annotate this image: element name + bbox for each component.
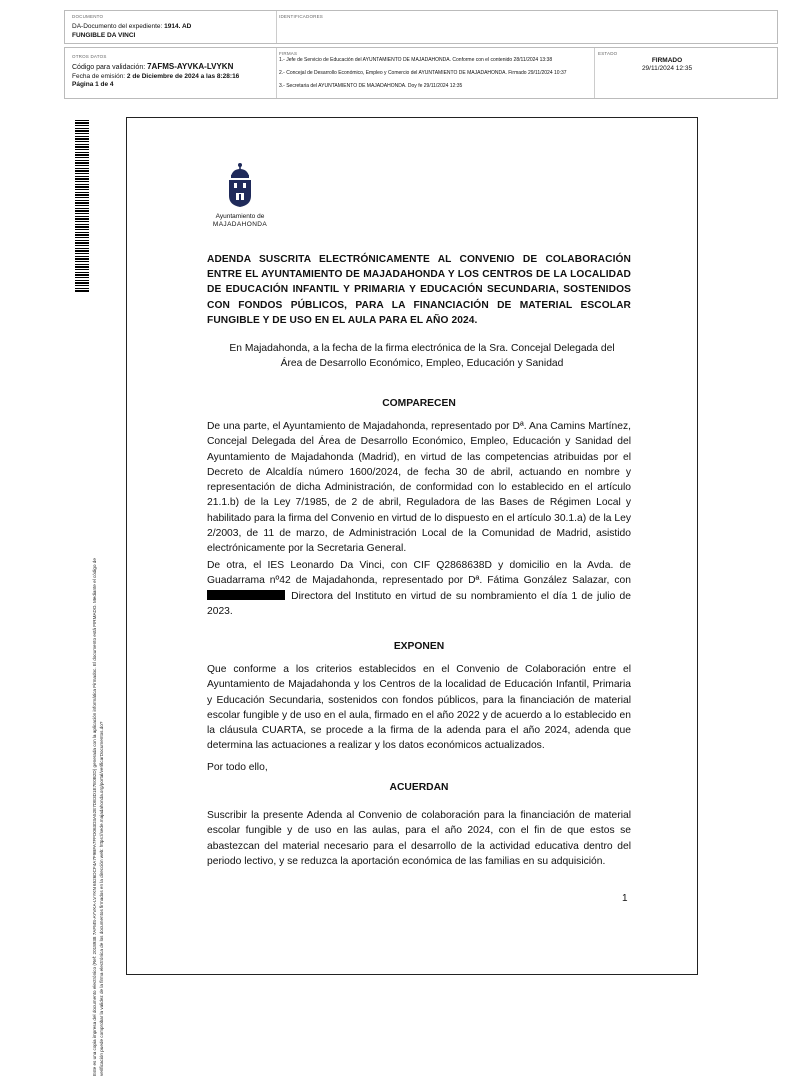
barcode [75, 120, 89, 292]
place-date-text: En Majadahonda, a la fecha de la firma electrónica de la Sra. Concejal Delegada del Área de Desarrollo Económico, Empleo, Educación y Sanidad [229, 343, 615, 370]
otros-datos-label: OTROS DATOS [72, 54, 107, 59]
header-divider [594, 48, 595, 98]
identificadores-label: IDENTIFICADORES [279, 14, 324, 19]
codigo-validacion: Código para validación: 7AFMS-AYVKA-LVYKN [72, 62, 234, 71]
exponen-paragraph: Que conforme a los criterios establecidos en el Convenio de Colaboración entre el Ayuntamiento de Majadahonda y los Centros de la localidad de Educación Infantil, Primaria y Educación Secundaria, sostenidos con fondos públicos, para la financiación de material escolar fungible y de uso en el aula, firmado en el año 2022 y de acuerdo a lo establecido en la cláusula CUARTA, se procede a la firma de la adenda para el año 2024, adenda que determina las actuaciones a realizar y los datos económicos actualizados. [207, 664, 631, 752]
comparecen-paragraph-1: De una parte, el Ayuntamiento de Majadahonda, representado por Dª. Ana Camins Martínez, Concejal Delegada del Área de Desarrollo Económico, Empleo, Educación y Sanidad del Ayuntamiento de Majadahonda (Madrid), en virtud de las competencias atribuidas por el Decreto de Alcaldía número 1600/2024, de fecha 30 de abril, actuando en nombre y representación de dicha Administración, de conformidad con lo establecido en el artículo 21.1.b) de la Ley 7/1985, de 2 de abril, Reguladora de las Bases de Régimen Local y habilitado para la firma del Convenio en virtud de lo dispuesto en el artículo 30.1.a) de la Ley 2/2003, de 11 de marzo, de Administración Local de la Comunidad de Madrid, asistido electrónicamente por la Secretaria General. [207, 421, 631, 555]
documento-label: DOCUMENTO [72, 14, 104, 19]
page-number: 1 [622, 893, 628, 904]
documento-line2: FUNGIBLE DA VINCI [72, 32, 136, 39]
estado-label: ESTADO [598, 51, 618, 56]
header-divider [276, 48, 277, 98]
document-title: ADENDA SUSCRITA ELECTRÓNICAMENTE AL CONVENIO DE COLABORACIÓN ENTRE EL AYUNTAMIENTO DE MAJADAHONDA Y LOS CENTROS DE LA LOCALIDAD DE EDUCACIÓN INFANTIL Y PRIMARIA Y EDUCACIÓN SECUNDARIA, SOSTENIDOS CON FONDOS PÚBLICOS, PARA LA FINANCIACIÓN DE MATERIAL ESCOLAR FUNGIBLE Y DE USO EN EL AULA PARA EL AÑO 2024. [207, 254, 631, 326]
estado-value: FIRMADO [651, 57, 683, 64]
pagina-info: Página 1 de 4 [72, 81, 114, 88]
firma-1: 1.- Jefe de Servicio de Educación del AYUNTAMIENTO DE MAJADAHONDA. Conforme con el contenido 28/11/2024 13:38 [279, 57, 553, 63]
acuerdan-paragraph: Suscribir la presente Adenda al Convenio de colaboración para la financiación de material escolar fungible y de uso en las aulas, para el año 2024, con el fin de que estos se abastezcan del material necesario para el desarrollo de la actividad educativa dentro del periodo lectivo, y se reduzca la aportación económica de las familias en su adquisición. [207, 810, 631, 867]
ayuntamiento-logo [210, 162, 270, 229]
fecha-emision: Fecha de emisión: 2 de Diciembre de 2024 a las 8:28:16 [72, 73, 240, 80]
coat-of-arms-icon [225, 162, 255, 208]
por-todo-text: Por todo ello, [207, 762, 268, 773]
header-document-box [64, 10, 778, 44]
header-divider [276, 11, 277, 43]
firma-2: 2.- Concejal de Desarrollo Económico, Empleo y Comercio del AYUNTAMIENTO DE MAJADAHONDA. Firmado 29/11/2024 10:37 [279, 70, 567, 76]
header-validation-box [64, 47, 778, 99]
acuerdan-heading: ACUERDAN [389, 782, 449, 793]
estado-date: 29/11/2024 12:35 [641, 65, 693, 72]
firma-3: 3.- Secretaria del AYUNTAMIENTO DE MAJADAHONDA. Doy fe 29/11/2024 12:35 [279, 83, 463, 89]
exponen-heading: EXPONEN [393, 641, 445, 652]
comparecen-heading: COMPARECEN [382, 398, 456, 409]
firmas-label: FIRMAS [279, 51, 298, 56]
logo-line1: Ayuntamiento de [215, 213, 265, 220]
logo-line2: MAJADAHONDA [212, 221, 268, 228]
comparecen-p2-part1: De otra, el IES Leonardo Da Vinci, con CIF Q2868638D y domicilio en la Avda. de Guadarrama nº42 de Majadahonda, representado por Dª. Fátima González Salazar, con [207, 560, 631, 587]
redaction-bar [207, 590, 285, 600]
side-text-line2: verificación puede comprobar la validez de la firma electrónica de los documentos firmados en la dirección web: https://sede.majadahonda.org/portal/verificarDocumentos.do? [99, 721, 104, 1076]
side-verification-text [91, 176, 105, 1076]
comparecen-paragraph-2 [207, 558, 631, 619]
side-text-line1: Este es una copia impresa del documento electrónico (Ref: 2018938 7AFMS-AYVKA-LVYKN 6526DCF4A7F9BFA7FFD063D3A52E7DE3D1E7E0B2D) generada con la aplicación informática Firmadoc. El documento está FIRMADO. Mediante el código de [92, 558, 97, 1076]
documento-line1: DA-Documento del expediente: 1914. AD [72, 23, 192, 30]
comparecen-p2-part2: Directora del Instituto en virtud de su nombramiento el día 1 de julio de 2023. [207, 590, 631, 617]
